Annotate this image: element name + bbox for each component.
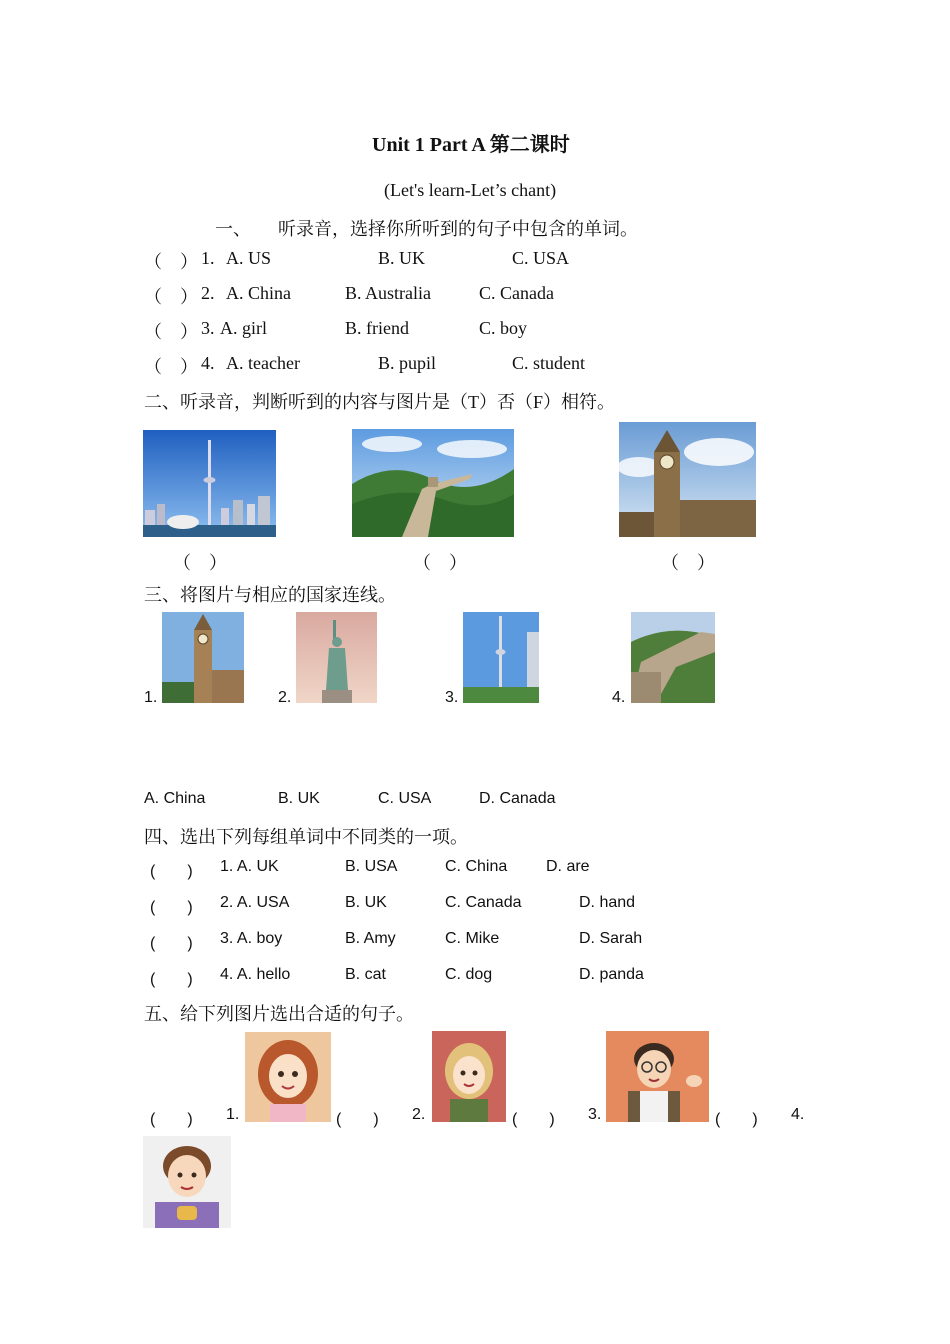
- cn-tower-photo: [463, 612, 539, 703]
- statue-of-liberty-photo: [296, 612, 377, 703]
- option-a: A. teacher: [226, 353, 300, 373]
- answer-bracket[interactable]: （ ）: [413, 553, 467, 573]
- option-a: 4. A. hello: [220, 966, 291, 983]
- answer-bracket[interactable]: （ ）: [144, 322, 198, 342]
- option-a: 3. A. boy: [220, 930, 283, 947]
- section2-heading: 二、听录音，判断听到的内容与图片是（T）否（F）相符。: [144, 392, 616, 412]
- question-number: 3.: [201, 318, 215, 338]
- option-b: B. Australia: [345, 283, 431, 303]
- page-title: Unit 1 Part A 第二课时: [372, 134, 570, 156]
- option-c: C. China: [445, 858, 508, 875]
- option-a: A. China: [226, 283, 291, 303]
- option-b: B. UK: [378, 248, 426, 268]
- option-a: 1. A. UK: [220, 858, 279, 875]
- section1-heading: 听录音，选择你所听到的句子中包含的单词。: [278, 219, 638, 239]
- section5-heading: 五、给下列图片选出合适的句子。: [144, 1004, 414, 1024]
- picture-number: 2.: [412, 1106, 426, 1123]
- option-c: C. Canada: [445, 894, 522, 911]
- option-c: C. Canada: [479, 283, 554, 303]
- option-b: B. UK: [345, 894, 387, 911]
- answer-bracket[interactable]: ( ): [150, 1111, 193, 1128]
- option-c: C. Mike: [445, 930, 500, 947]
- picture-number: 4.: [791, 1106, 805, 1123]
- answer-bracket[interactable]: （ ）: [173, 553, 227, 573]
- answer-bracket[interactable]: ( ): [150, 935, 193, 952]
- option-c: C. USA: [512, 248, 570, 268]
- option-b: B. Amy: [345, 930, 396, 947]
- answer-bracket[interactable]: ( ): [715, 1111, 758, 1128]
- option-a: A. girl: [220, 318, 267, 338]
- country-option-c: C. USA: [378, 790, 432, 807]
- girl-blonde-picture: [432, 1031, 506, 1122]
- country-option-b: B. UK: [278, 790, 320, 807]
- picture-number: 2.: [278, 689, 292, 706]
- option-b: B. pupil: [378, 353, 437, 373]
- country-option-a: A. China: [144, 790, 206, 807]
- great-wall-photo: [352, 429, 514, 537]
- page-subtitle: (Let's learn-Let’s chant): [384, 180, 557, 200]
- answer-bracket[interactable]: （ ）: [144, 357, 198, 377]
- boy-brown-hair-picture: [143, 1136, 231, 1228]
- section3-heading: 三、将图片与相应的国家连线。: [144, 585, 396, 605]
- option-a: 2. A. USA: [220, 894, 290, 911]
- answer-bracket[interactable]: ( ): [150, 863, 193, 880]
- big-ben-photo: [619, 422, 756, 537]
- answer-bracket[interactable]: ( ): [512, 1111, 555, 1128]
- picture-number: 3.: [445, 689, 459, 706]
- picture-number: 1.: [144, 689, 158, 706]
- section1-number: 一、: [215, 219, 251, 239]
- section4-heading: 四、选出下列每组单词中不同类的一项。: [144, 827, 468, 847]
- answer-bracket[interactable]: （ ）: [144, 287, 198, 307]
- boy-glasses-picture: [606, 1031, 709, 1122]
- question-number: 4.: [201, 353, 215, 373]
- picture-number: 1.: [226, 1106, 240, 1123]
- answer-bracket[interactable]: （ ）: [144, 252, 198, 272]
- answer-bracket[interactable]: ( ): [150, 971, 193, 988]
- option-d: D. hand: [579, 894, 636, 911]
- answer-bracket[interactable]: ( ): [336, 1111, 379, 1128]
- option-b: B. cat: [345, 966, 386, 983]
- great-wall-photo: [631, 612, 715, 703]
- picture-number: 3.: [588, 1106, 602, 1123]
- answer-bracket[interactable]: ( ): [150, 899, 193, 916]
- option-a: A. US: [226, 248, 272, 268]
- big-ben-photo: [162, 612, 244, 703]
- option-d: D. panda: [579, 966, 644, 983]
- option-b: B. friend: [345, 318, 409, 338]
- answer-bracket[interactable]: （ ）: [661, 553, 715, 573]
- option-d: D. Sarah: [579, 930, 643, 947]
- cn-tower-photo: [143, 430, 276, 537]
- picture-number: 4.: [612, 689, 626, 706]
- option-c: C. boy: [479, 318, 528, 338]
- option-b: B. USA: [345, 858, 398, 875]
- country-option-d: D. Canada: [479, 790, 556, 807]
- option-c: C. dog: [445, 966, 493, 983]
- option-c: C. student: [512, 353, 586, 373]
- question-number: 1.: [201, 248, 215, 268]
- option-d: D. are: [546, 858, 590, 875]
- girl-red-hair-picture: [245, 1032, 331, 1122]
- question-number: 2.: [201, 283, 215, 303]
